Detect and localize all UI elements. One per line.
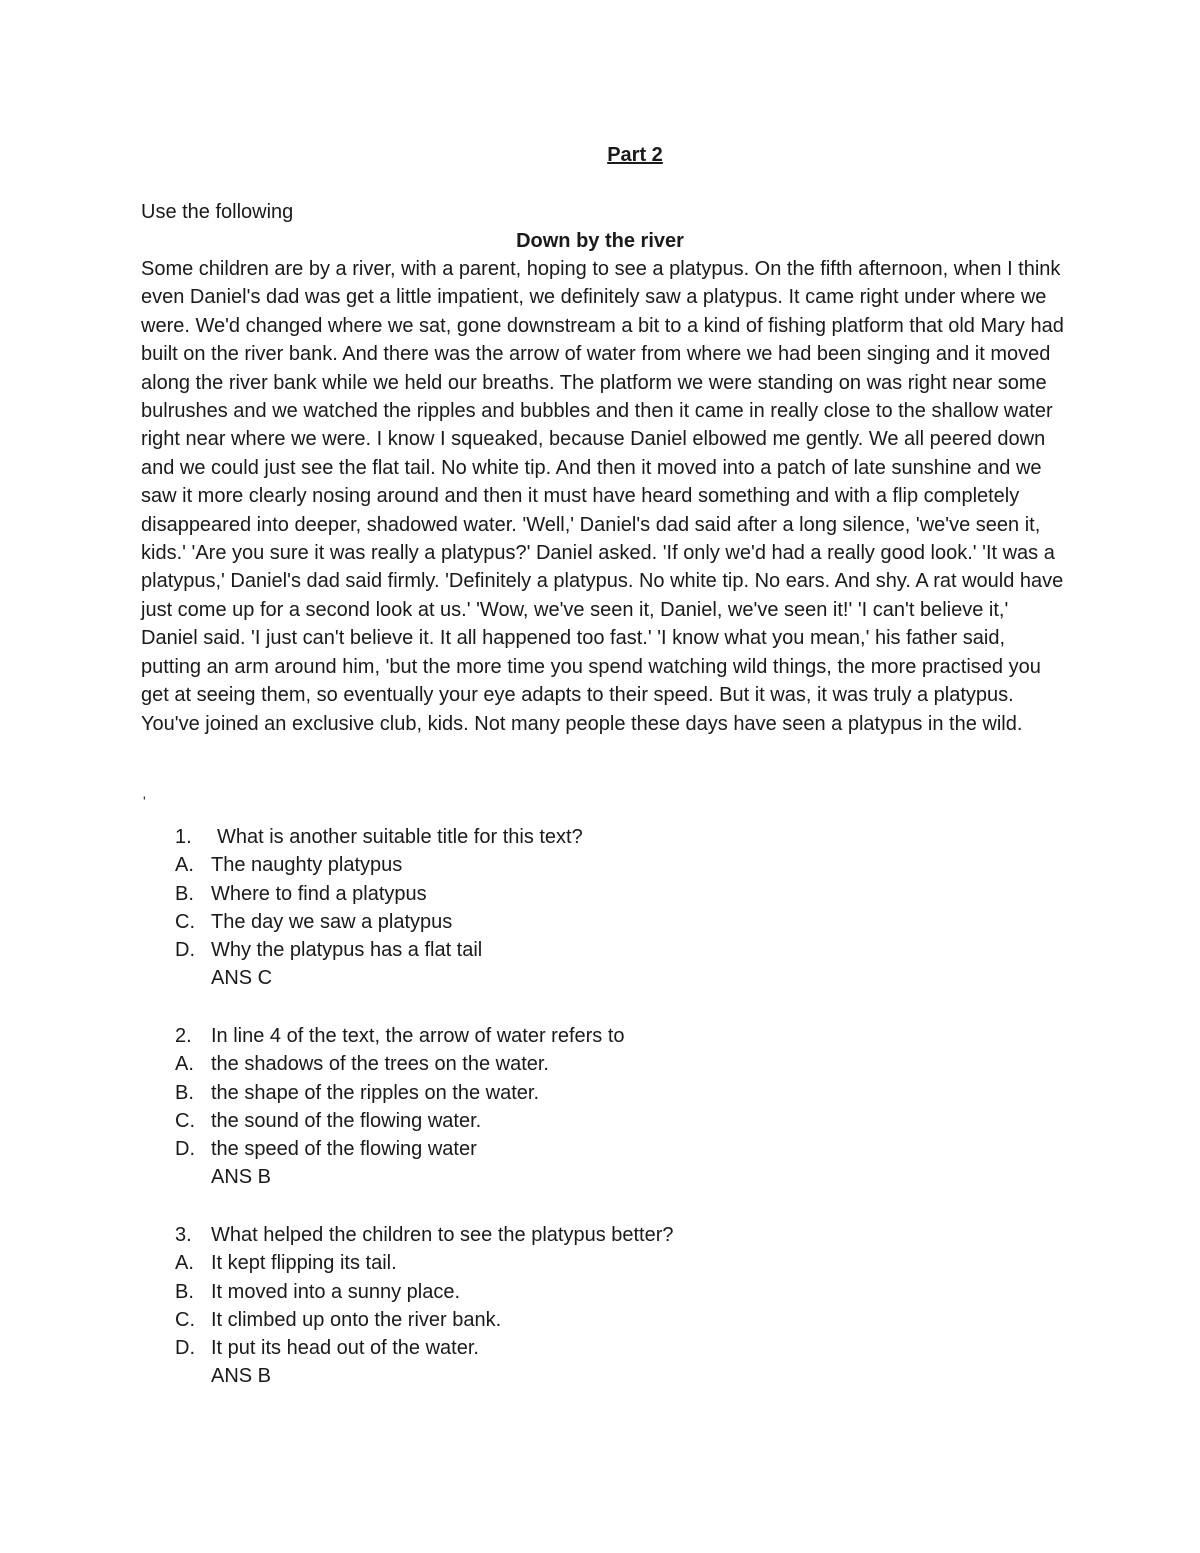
option-letter: D. (175, 1337, 195, 1360)
option-letter: B. (175, 1280, 194, 1303)
stray-mark: ' (143, 793, 146, 809)
option-text: Why the platypus has a flat tail (211, 939, 483, 962)
question-number: 2. (175, 1025, 192, 1047)
answer-row (175, 964, 1075, 992)
option-a (175, 1050, 1075, 1078)
option-text: the shape of the ripples on the water. (211, 1081, 539, 1104)
option-a (175, 1249, 1075, 1277)
option-letter: C. (175, 1109, 195, 1132)
option-letter: C. (175, 910, 195, 933)
option-d (175, 1135, 1075, 1163)
answer-row (175, 1163, 1075, 1191)
option-letter: C. (175, 1308, 195, 1331)
intro-text: Use the following (141, 201, 294, 223)
option-text: It kept flipping its tail. (211, 1252, 397, 1275)
option-letter: A. (175, 854, 194, 877)
question-2 (175, 1022, 1075, 1192)
option-text: The day we saw a platypus (211, 910, 453, 933)
option-b (175, 1079, 1075, 1107)
answer-text: ANS C (211, 967, 273, 990)
option-text: It put its head out of the water. (211, 1337, 479, 1360)
option-a (175, 851, 1075, 879)
answer-text: ANS B (211, 1365, 272, 1388)
option-text: the speed of the flowing water (211, 1138, 477, 1161)
option-d (175, 936, 1075, 964)
question-stem (175, 1221, 1075, 1249)
question-3 (175, 1221, 1075, 1391)
option-c (175, 1306, 1075, 1334)
question-text: What is another suitable title for this text? (217, 826, 583, 848)
question-number: 3. (175, 1224, 192, 1246)
option-b (175, 1278, 1075, 1306)
option-letter: A. (175, 1053, 194, 1076)
option-text: Where to find a platypus (211, 882, 427, 905)
answer-text: ANS B (211, 1166, 272, 1189)
question-stem (175, 1022, 1075, 1050)
option-text: It climbed up onto the river bank. (211, 1308, 502, 1331)
option-letter: B. (175, 1081, 194, 1104)
question-text: In line 4 of the text, the arrow of water refers to (211, 1025, 625, 1047)
answer-row (175, 1362, 1075, 1390)
option-d (175, 1334, 1075, 1362)
question-number: 1. (175, 826, 192, 848)
story-passage: Some children are by a river, with a parent, hoping to see a platypus. On the fifth afternoon, when I think even Daniel's dad was get a little impatient, we definitely saw a platypus. It came right under where we were. We'd changed where we sat, gone downstream a bit to a kind of fishing platform that old Mary had built on the river bank. And there was the arrow of water from where we had been singing and it moved along the river bank while we held our breaths. The platform we were standing on was right near some bulrushes and we watched the ripples and bubbles and then it came in really close to the shallow water right near where we were. I know I squeaked, because Daniel elbowed me gently. We all peered down and we could just see the flat tail. No white tip. And then it moved into a patch of late sunshine and we saw it more clearly nosing around and then it must have heard something and with a flip completely disappeared into deeper, shadowed water. 'Well,' Daniel's dad said after a long silence, 'we've seen it, kids.' 'Are you sure it was really a platypus?' Daniel asked. 'If only we'd had a really good look.' 'It was a platypus,' Daniel's dad said firmly. 'Definitely a platypus. No white tip. No ears. And shy. A rat would have just come up for a second look at us.' 'Wow, we've seen it, Daniel, we've seen it!' 'I can't believe it,' Daniel said. 'I just can't believe it. It all happened too fast.' 'I know what you mean,' his father said, putting an arm around him, 'but the more time you spend watching wild things, the more practised you get at seeing them, so eventually your eye adapts to their speed. But it was, it was truly a platypus. You've joined an exclusive club, kids. Not many people these days have seen a platypus in the wild. (141, 258, 1064, 735)
option-c (175, 1107, 1075, 1135)
option-text: It moved into a sunny place. (211, 1280, 461, 1303)
option-letter: B. (175, 882, 194, 905)
story-title: Down by the river (516, 230, 684, 252)
option-text: the shadows of the trees on the water. (211, 1053, 549, 1076)
question-1 (175, 823, 1075, 993)
option-letter: D. (175, 939, 195, 962)
option-letter: A. (175, 1252, 194, 1275)
question-stem (175, 823, 1075, 851)
part-heading: Part 2 (607, 144, 663, 166)
option-text: The naughty platypus (211, 854, 403, 877)
option-b (175, 880, 1075, 908)
option-letter: D. (175, 1138, 195, 1161)
option-text: the sound of the flowing water. (211, 1109, 482, 1132)
option-c (175, 908, 1075, 936)
question-text: What helped the children to see the platypus better? (211, 1224, 674, 1246)
